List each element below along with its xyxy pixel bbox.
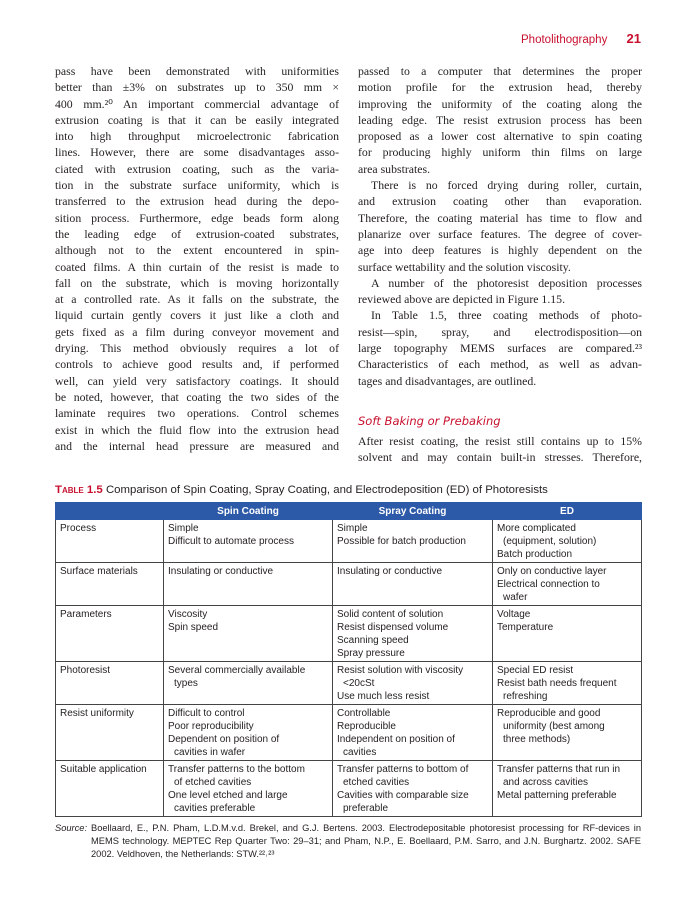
text-line: Characteristics of each method, as well as advan- (358, 357, 642, 372)
cell-line: Surface materials (60, 566, 138, 577)
text-line: passed to a computer that determines the proper (358, 64, 642, 78)
text-line: lines. However, there are some disadvantages asso- (55, 145, 339, 160)
text-line: leading edge. The resist extrusion process has been (358, 112, 642, 127)
cell-line: Transfer patterns to the bottom (168, 764, 305, 775)
table-cell (164, 705, 333, 761)
cell-line: Simple (168, 523, 199, 534)
text-line: better than ±3% on substrates up to 350 mm × (55, 80, 339, 95)
cell-line: Voltage (497, 609, 531, 620)
cell-line: preferable (343, 803, 389, 814)
table-block (55, 482, 641, 861)
cell-line: Spray pressure (337, 648, 405, 659)
column-header: Spin Coating (164, 503, 333, 520)
text-line: Therefore, the coating material has time to flow and (358, 210, 642, 225)
cell-line: Independent on position of (337, 734, 455, 745)
text-line: at a controlled rate. As it falls on the substrate, the (55, 292, 339, 307)
table-cell (493, 563, 642, 606)
table-title: Comparison of Spin Coating, Spray Coating, and Electrodeposition (ED) of Photoresists (105, 484, 548, 496)
cell-line: Resist bath needs frequent (497, 678, 617, 689)
cell-line: Solid content of solution (337, 609, 444, 620)
comparison-table (55, 502, 642, 817)
text-line: liquid curtain gently covers it just like a cloth and (55, 308, 339, 323)
text-line: the leading edge of extrusion-coated substrates, (55, 226, 339, 241)
text-line: although not to the extent encountered in spin- (55, 243, 339, 258)
cell-line: Insulating or conductive (168, 566, 274, 577)
text-line: gets fixed as a film during conveyor movement and (55, 324, 339, 339)
page-number: 21 (626, 31, 641, 46)
text-line: After resist coating, the resist still contains up to 15% (358, 433, 642, 448)
text-line: motion profile for the extrusion head, thereby (358, 80, 642, 95)
row-header-cell (56, 563, 164, 606)
cell-line: Only on conductive layer (497, 566, 607, 577)
table-number: 1.5 (86, 484, 103, 496)
cell-line: uniformity (best among (503, 721, 605, 732)
text-line: resist—spin, spray, and electrodisposition—on (358, 324, 642, 339)
table-cell (333, 520, 493, 563)
cell-line: Simple (337, 523, 368, 534)
cell-line: Electrical connection to (497, 579, 600, 590)
text-line: laminate requires two operations. Control schemes (55, 406, 339, 421)
table-row (56, 563, 642, 606)
cell-line: Viscosity (168, 609, 208, 620)
cell-line: Several commercially available (168, 665, 306, 676)
text-line: ciated with extrusion coating, such as the varia- (55, 161, 339, 176)
cell-line: cavities in wafer (174, 747, 246, 758)
text-line: drying. This method obviously requires a lot of (55, 341, 339, 356)
source-label: Source: (55, 823, 88, 833)
text-line: tages and disadvantages, are outlined. (358, 373, 537, 388)
text-line: tion in the substrate surface uniformity, which is (55, 178, 339, 193)
cell-line: More complicated (497, 523, 576, 534)
cell-line: Dependent on position of (168, 734, 280, 745)
cell-line: refreshing (503, 691, 548, 702)
cell-line: Difficult to control (168, 708, 245, 719)
text-line: proposed as a lower cost alternative to spin coating (358, 129, 642, 144)
right-text-column (358, 63, 642, 466)
column-header: ED (493, 503, 642, 520)
text-line: and extrusion coating other than evaporation. (358, 194, 642, 209)
text-line: transferred to the extrusion head during the depo- (55, 194, 339, 209)
cell-line: cavities preferable (174, 803, 256, 814)
text-line: extrusion coating is that it can be easily integrated (55, 112, 339, 127)
cell-line: Special ED resist (497, 665, 574, 676)
row-header-cell (56, 705, 164, 761)
cell-line: Resist dispensed volume (337, 622, 449, 633)
cell-line: Metal patterning preferable (497, 790, 617, 801)
cell-line: and across cavities (503, 777, 589, 788)
table-cell (493, 705, 642, 761)
table-cell (493, 520, 642, 563)
cell-line: wafer (503, 592, 528, 603)
running-header (521, 31, 641, 46)
cell-line: One level etched and large (168, 790, 288, 801)
text-line: for producing highly uniform thin films on large (358, 145, 642, 160)
row-header-cell (56, 606, 164, 662)
cell-line: Possible for batch production (337, 536, 466, 547)
source-text: Boellaard, E., P.N. Pham, L.D.M.v.d. Brekel, and G.J. Bertens. 2003. Electrodepositable photoresist processing for RF-devices in MEMS technology. MEPTEC Rep Quarter Two: 29–31; and Pham, N.P., E. Boellaard, P.M. Sarro, and J.N. Burghartz. 2002. SAFE 2002. Veldhoven, the Netherlands: STW.²²˒²³ (91, 823, 641, 859)
text-line: improving the uniformity of the coating along the (358, 96, 642, 111)
cell-line: Resist uniformity (60, 708, 134, 719)
cell-line: Scanning speed (337, 635, 409, 646)
text-line: fall on the substrate, which is moving horizontally (55, 275, 339, 290)
column-header: Spray Coating (333, 503, 493, 520)
text-line: exist in which the fluid flow into the extrusion head (55, 422, 339, 437)
running-title: Photolithography (521, 34, 608, 46)
text-line: A number of the photoresist deposition processes (371, 275, 642, 290)
cell-line: Insulating or conductive (337, 566, 443, 577)
cell-line: etched cavities (343, 777, 410, 788)
table-row (56, 520, 642, 563)
cell-line: Parameters (60, 609, 112, 620)
table-header-row (56, 503, 642, 520)
text-line: surface wettability and the solution viscosity. (358, 259, 571, 274)
cell-line: Transfer patterns to bottom of (337, 764, 469, 775)
column-header (56, 503, 164, 520)
row-header-cell (56, 520, 164, 563)
text-line: be noted, however, that coating the two sides of the (55, 389, 339, 404)
cell-line: cavities (343, 747, 377, 758)
text-line: coated films. A thin curtain of the resist is made to (55, 259, 339, 274)
table-cell (493, 761, 642, 817)
text-line: large topography MEMS surfaces are compared.²³ (358, 341, 642, 356)
left-text-column (55, 63, 339, 454)
text-line: controls to achieve good results and, if performed (55, 357, 339, 372)
cell-line: Suitable application (60, 764, 147, 775)
table-row (56, 761, 642, 817)
cell-line: Process (60, 523, 97, 534)
cell-line: Temperature (497, 622, 554, 633)
cell-line: Resist solution with viscosity (337, 665, 464, 676)
table-cell (333, 705, 493, 761)
table-caption (55, 482, 641, 498)
cell-line: Transfer patterns that run in (497, 764, 621, 775)
table-cell (164, 606, 333, 662)
text-line: There is no forced drying during roller, curtain, (371, 178, 642, 193)
cell-line: Spin speed (168, 622, 219, 633)
table-cell (333, 563, 493, 606)
cell-line: three methods) (503, 734, 571, 745)
table-cell (333, 606, 493, 662)
text-line: solvent and may contain built-in stresses. Therefore, (358, 450, 642, 465)
table-cell (493, 606, 642, 662)
table-cell (333, 761, 493, 817)
text-line: well, can yield very satisfactory coatings. It should (55, 373, 339, 388)
text-line: sition process. Furthermore, edge beads form along (55, 210, 339, 225)
row-header-cell (56, 761, 164, 817)
cell-line: Poor reproducibility (168, 721, 254, 732)
table-label: Table (55, 484, 84, 496)
cell-line: types (174, 678, 198, 689)
cell-line: Batch production (497, 549, 573, 560)
text-line: In Table 1.5, three coating methods of photo- (371, 308, 642, 323)
text-line: reviewed above are depicted in Figure 1.15. (358, 292, 566, 307)
table-source-note (55, 822, 641, 861)
cell-line: Controllable (337, 708, 391, 719)
text-line: planarize over surface features. The degree of cover- (358, 226, 642, 241)
table-cell (164, 662, 333, 705)
cell-line: (equipment, solution) (503, 536, 597, 547)
cell-line: <20cSt (343, 678, 375, 689)
cell-line: Use much less resist (337, 691, 430, 702)
cell-line: Photoresist (60, 665, 111, 676)
table-cell (164, 761, 333, 817)
cell-line: Difficult to automate process (168, 536, 294, 547)
table-cell (333, 662, 493, 705)
text-line: into high throughput microelectronic fabrication (55, 129, 339, 144)
table-cell (164, 563, 333, 606)
row-header-cell (56, 662, 164, 705)
table-row (56, 606, 642, 662)
table-cell (164, 520, 333, 563)
cell-line: Reproducible (337, 721, 396, 732)
table-row (56, 662, 642, 705)
section-heading: Soft Baking or Prebaking (358, 413, 501, 428)
cell-line: of etched cavities (174, 777, 252, 788)
table-cell (493, 662, 642, 705)
text-line: 400 mm.²⁰ An important commercial advantage of (55, 96, 339, 111)
cell-line: Reproducible and good (497, 708, 601, 719)
text-line: age into deep features is highly dependent on the (358, 243, 642, 258)
cell-line: Cavities with comparable size (337, 790, 469, 801)
text-line: pass have been demonstrated with uniformities (55, 64, 339, 78)
text-line: and the internal head pressure are measured and (55, 438, 339, 453)
text-line: area substrates. (358, 161, 431, 176)
table-row (56, 705, 642, 761)
